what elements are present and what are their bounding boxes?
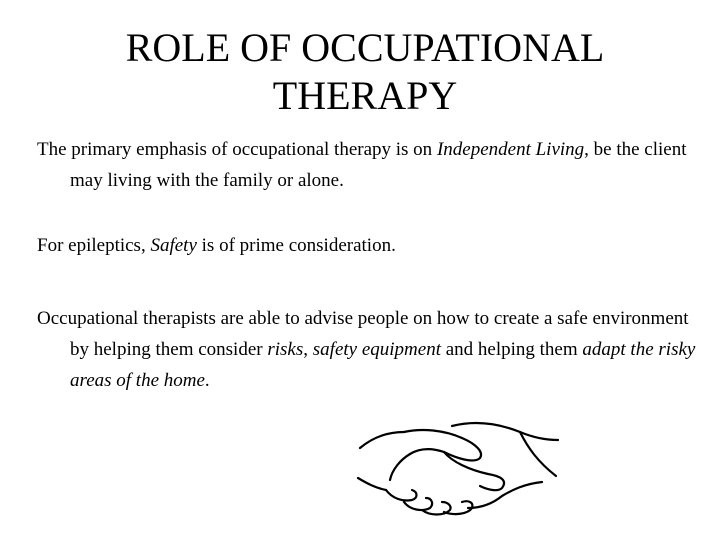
p3-emphasis-safety-equipment: safety equipment [312, 339, 441, 360]
paragraph-safety [37, 230, 697, 261]
p3-text-2: , [303, 339, 313, 360]
title-line-2: THERAPY [272, 73, 458, 118]
p1-emphasis-independent-living: Independent Living [436, 139, 585, 160]
p3-emphasis-adapt: adapt the risky areas of the home [70, 339, 696, 391]
handshake-icon [352, 418, 566, 518]
p2-emphasis-safety: Safety [150, 235, 197, 256]
p1-text-2: , be the client may living with the family or alone. [70, 139, 687, 191]
p1-text-1: The primary emphasis of occupational therapy is on [37, 139, 437, 160]
slide-title [60, 24, 670, 120]
p3-text-4: . [204, 370, 210, 391]
p2-text-2: is of prime consideration. [196, 235, 396, 256]
paragraph-independent-living [37, 134, 697, 196]
p3-emphasis-risks: risks [267, 339, 304, 360]
p3-text-1: Occupational therapists are able to advise people on how to create a safe environment by helping them consider [37, 308, 689, 360]
p2-text-1: For epileptics, [37, 235, 151, 256]
paragraph-therapists-advice [37, 303, 697, 396]
title-line-1: ROLE OF OCCUPATIONAL [125, 25, 605, 70]
p3-text-3: and helping them [440, 339, 583, 360]
